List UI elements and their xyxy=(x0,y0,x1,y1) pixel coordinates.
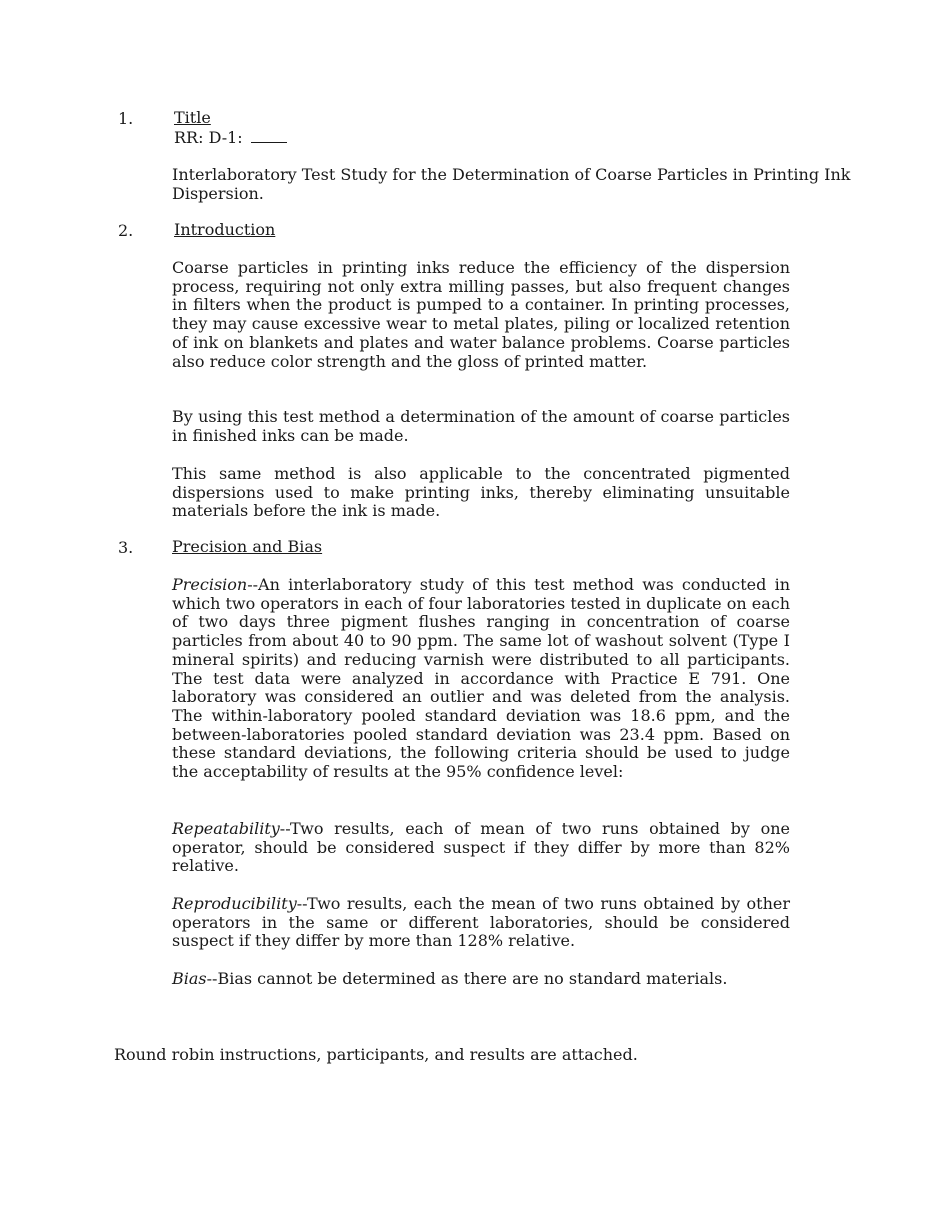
bias-paragraph xyxy=(172,970,852,989)
repeatability-text: --Two results, each of mean of two runs obtained by one operator, should be considered suspect if they differ by more than 82% relative. xyxy=(172,819,790,876)
title-heading: Title xyxy=(174,108,211,127)
repeatability-paragraph xyxy=(172,820,790,876)
reproducibility-paragraph xyxy=(172,895,790,951)
section-1-heading xyxy=(174,109,211,128)
section-2-heading xyxy=(174,221,275,240)
introduction-heading: Introduction xyxy=(174,220,276,239)
section-3-number: 3. xyxy=(118,538,134,557)
precision-text: --An interlaboratory study of this test method was conducted in which two operators in each of four laboratories tested in duplicate on each of two days three pigment flushes ranging in concentration of coarse particles from about 40 to 90 ppm. The same lot of washout solvent (Type I mineral spirits) and reducing varnish were distributed to all participants. The test data were analyzed in accordance with Practice E 791. One laboratory was considered an outlier and was deleted from the analysis. The within-laboratory pooled standard deviation was 18.6 ppm, and the between-laboratories pooled standard deviation was 23.4 ppm. Based on these standard deviations, the following criteria should be used to judge the acceptability of results at the 95% confidence level: xyxy=(172,575,790,782)
rr-blank-line xyxy=(251,128,287,143)
precision-paragraph xyxy=(172,576,790,782)
bias-text: --Bias cannot be determined as there are no standard materials. xyxy=(206,969,728,988)
attachment-note: Round robin instructions, participants, and results are attached. xyxy=(114,1045,638,1064)
reproducibility-lead: Reproducibility xyxy=(172,894,297,913)
precision-lead: Precision xyxy=(172,575,248,594)
repeatability-lead: Repeatability xyxy=(172,819,280,838)
rr-label: RR: D-1: xyxy=(174,128,243,147)
precision-bias-heading: Precision and Bias xyxy=(172,537,323,556)
section-2-number: 2. xyxy=(118,221,134,240)
reproducibility-text: --Two results, each the mean of two runs obtained by other operators in the same or different laboratories, should be considered suspect if they differ by more than 128% relative. xyxy=(172,894,790,951)
title-text: Interlaboratory Test Study for the Determination of Coarse Particles in Printing Ink Dispersion. xyxy=(172,165,851,203)
section-3-heading xyxy=(172,538,322,557)
intro-paragraph-3: This same method is also applicable to the concentrated pigmented dispersions used to make printing inks, thereby eliminating unsuitable materials before the ink is made. xyxy=(172,464,790,521)
intro-paragraph-1: Coarse particles in printing inks reduce the efficiency of the dispersion process, requiring not only extra milling passes, but also frequent changes in filters when the product is pumped to a container. In printing processes, they may cause excessive wear to metal plates, piling or localized retention of ink on blankets and plates and water balance problems. Coarse particles also reduce color strength and the gloss of printed matter. xyxy=(172,258,790,371)
intro-paragraph-2: By using this test method a determination of the amount of coarse particles in finished inks can be made. xyxy=(172,407,790,445)
section-1-number: 1. xyxy=(118,109,134,128)
rr-line xyxy=(174,128,287,148)
bias-lead: Bias xyxy=(172,969,207,988)
